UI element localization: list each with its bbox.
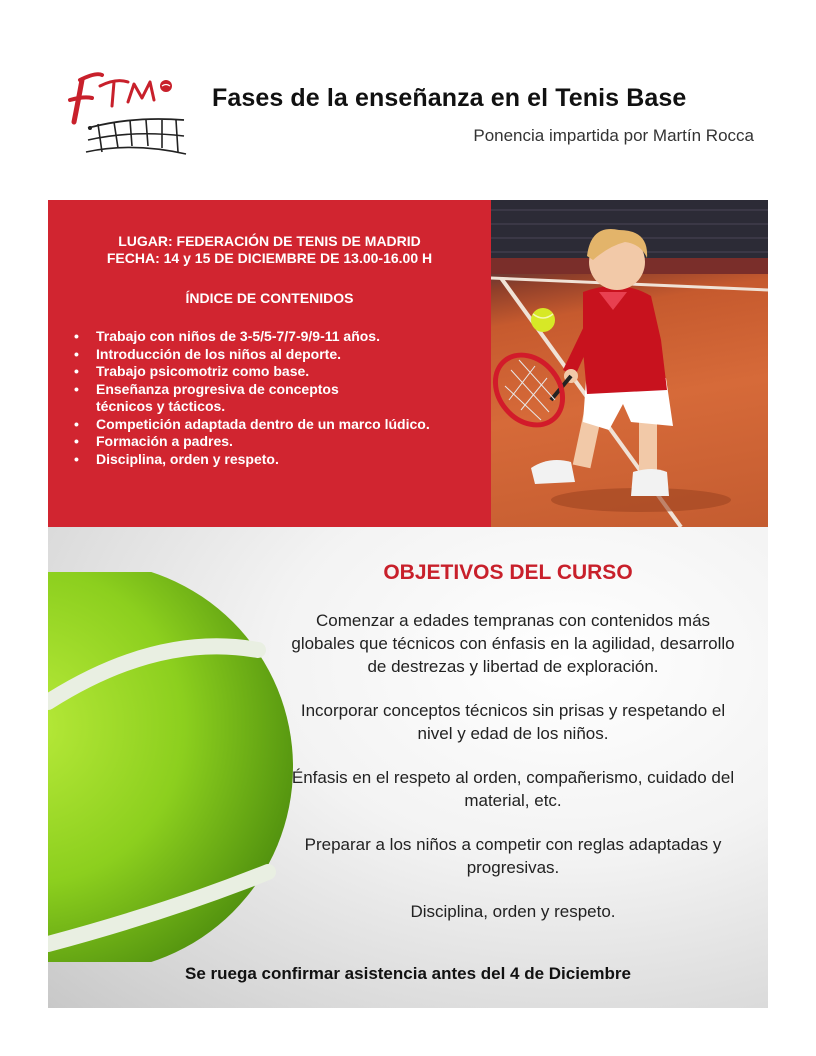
list-item: • Formación a padres. (74, 433, 474, 451)
list-item: • Competición adaptada dentro de un marco lúdico. (74, 416, 456, 434)
objective-item: Énfasis en el respeto al orden, compañerismo, cuidado del material, etc. (291, 768, 735, 810)
list-item: • Enseñanza progresiva de conceptos técnicos y tácticos. (74, 381, 396, 416)
list-item: • Disciplina, orden y respeto. (74, 451, 474, 469)
venue-location: LUGAR: FEDERACIÓN DE TENIS DE MADRID (118, 233, 421, 249)
ftm-logo (62, 66, 192, 162)
page-title: Fases de la enseñanza en el Tenis Base (212, 84, 687, 112)
index-list (74, 328, 474, 468)
list-item: • Introducción de los niños al deporte. (74, 346, 474, 364)
objectives-title: OBJETIVOS DEL CURSO (383, 561, 633, 584)
tennis-ball-image (48, 572, 298, 962)
objective-item: Comenzar a edades tempranas con contenidos más globales que técnicos con énfasis en la agilidad, desarrollo de destrezas y libertad de exploración. (291, 611, 735, 676)
index-title: ÍNDICE DE CONTENIDOS (185, 290, 354, 306)
page-subtitle: Ponencia impartida por Martín Rocca (473, 126, 754, 145)
info-panel (48, 200, 491, 527)
child-tennis-player-image (491, 200, 768, 527)
child-tennis-photo (491, 200, 768, 527)
objective-item: Disciplina, orden y respeto. (410, 902, 616, 921)
list-item: • Trabajo con niños de 3-5/5-7/7-9/9-11 años. (74, 328, 474, 346)
objective-item: Preparar a los niños a competir con reglas adaptadas y progresivas. (304, 835, 722, 877)
objectives-panel (48, 527, 768, 1008)
confirmation-note: Se ruega confirmar asistencia antes del 4 de Diciembre (185, 964, 631, 983)
venue-block (48, 233, 491, 267)
venue-date: FECHA: 14 y 15 DE DICIEMBRE DE 13.00-16.00 H (106, 250, 433, 266)
list-item: • Trabajo psicomotriz como base. (74, 363, 474, 381)
objective-item: Incorporar conceptos técnicos sin prisas y respetando el nivel y edad de los niños. (300, 701, 726, 743)
